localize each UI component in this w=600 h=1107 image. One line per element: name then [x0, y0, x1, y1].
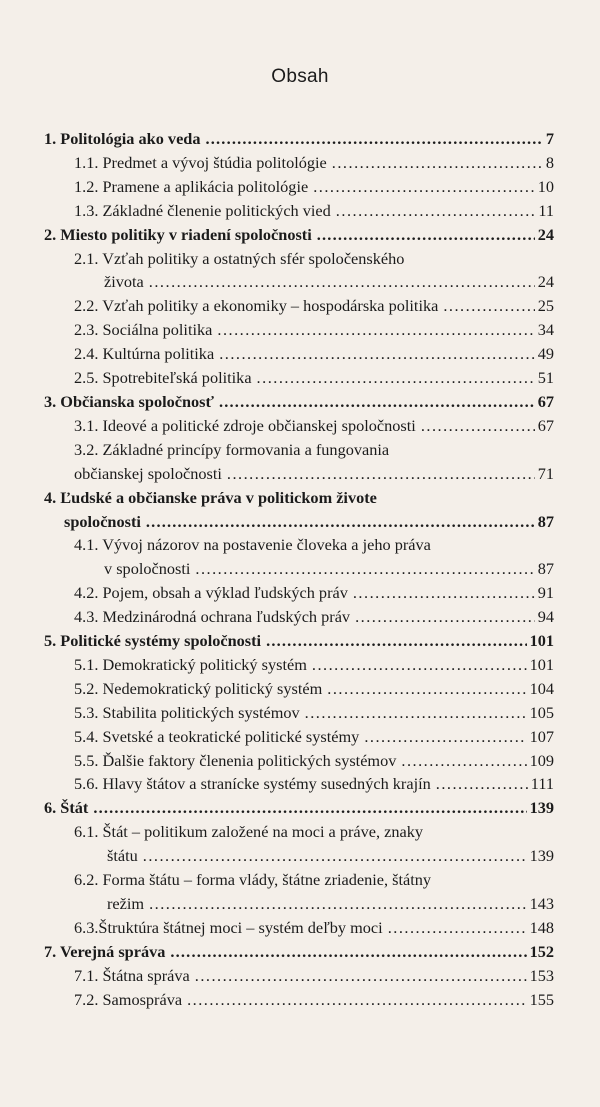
page-number: 34 — [537, 320, 554, 340]
toc-section-5-5[interactable] — [44, 749, 554, 773]
toc-section-5-6[interactable] — [44, 772, 554, 796]
dot-leader — [219, 390, 535, 414]
page-number: 67 — [537, 415, 554, 435]
chapter-title: 3. Občianska spoločnosť — [44, 391, 214, 411]
section-title: 2.4. Kultúrna politika — [74, 344, 215, 364]
page-number: 139 — [529, 798, 554, 818]
page-number: 104 — [529, 678, 554, 698]
toc-chapter-1[interactable] — [44, 127, 554, 151]
section-title: 2.3. Sociálna politika — [74, 320, 213, 340]
dot-leader — [227, 462, 535, 486]
dot-leader — [195, 557, 534, 581]
toc-section-5-3[interactable] — [44, 701, 554, 725]
dot-leader — [149, 892, 527, 916]
page-number: 10 — [537, 176, 554, 196]
toc-section-4-2[interactable] — [44, 581, 554, 605]
toc-chapter-5[interactable] — [44, 629, 554, 653]
dot-leader — [195, 964, 527, 988]
toc-section-7-2[interactable] — [44, 988, 554, 1012]
dot-leader — [355, 605, 535, 629]
chapter-title: 1. Politológia ako veda — [44, 129, 201, 148]
dot-leader — [312, 653, 527, 677]
dot-leader — [317, 223, 535, 247]
dot-leader — [206, 127, 543, 151]
chapter-title: 7. Verejná správa — [44, 941, 166, 961]
page-number: 148 — [529, 917, 554, 937]
chapter-title: 6. Štát — [44, 798, 89, 818]
section-title-continuation: života — [104, 272, 144, 292]
chapter-title: 5. Politické systémy spoločnosti — [44, 631, 262, 651]
dot-leader — [421, 414, 535, 438]
chapter-title-line: 4. Ľudské a občianske práva v politickom živote — [44, 487, 377, 507]
dot-leader — [93, 796, 526, 820]
dot-leader — [443, 294, 534, 318]
section-title: 2.2. Vzťah politiky a ekonomiky – hospodárska politika — [74, 296, 439, 316]
section-title: 5.4. Svetské a teokratické politické systémy — [74, 726, 360, 746]
dot-leader — [388, 916, 527, 940]
section-title: 5.1. Demokratický politický systém — [74, 654, 307, 674]
section-title-line: 6.2. Forma štátu – forma vlády, štátne zriadenie, štátny — [74, 870, 432, 890]
toc-section-5-1[interactable] — [44, 653, 554, 677]
section-title: 5.2. Nedemokratický politický systém — [74, 678, 323, 698]
toc-section-5-4[interactable] — [44, 725, 554, 749]
dot-leader — [219, 342, 535, 366]
section-title: 2.5. Spotrebiteľská politika — [74, 368, 252, 388]
dot-leader — [187, 988, 527, 1012]
page-number: 105 — [529, 702, 554, 722]
page-number: 24 — [537, 224, 554, 244]
dot-leader — [149, 270, 535, 294]
dot-leader — [217, 318, 534, 342]
toc-chapter-2[interactable] — [44, 223, 554, 247]
page-number: 51 — [537, 368, 554, 388]
toc-section-1-2[interactable] — [44, 175, 554, 199]
page-number: 71 — [537, 463, 554, 483]
dot-leader — [336, 199, 536, 223]
page-number: 155 — [529, 989, 554, 1009]
section-title: 1.1. Predmet a vývoj štúdia politológie — [74, 152, 327, 172]
section-title-continuation: občianskej spoločnosti — [74, 463, 222, 483]
page-number: 111 — [530, 774, 554, 794]
section-title: 1.2. Pramene a aplikácia politológie — [74, 176, 309, 196]
page-number: 152 — [529, 941, 554, 961]
toc-section-7-1[interactable] — [44, 964, 554, 988]
toc-section-2-5[interactable] — [44, 366, 554, 390]
section-title-line: 2.1. Vzťah politiky a ostatných sfér spoločenského — [74, 248, 405, 268]
toc-section-3-1[interactable] — [44, 414, 554, 438]
page-number: 7 — [545, 129, 554, 148]
page-number: 87 — [537, 511, 554, 531]
section-title: 7.2. Samospráva — [74, 989, 183, 1009]
page-number: 101 — [529, 654, 554, 674]
toc-chapter-7[interactable] — [44, 940, 554, 964]
toc-section-5-2[interactable] — [44, 677, 554, 701]
section-title-continuation: štátu — [107, 846, 138, 866]
section-title: 5.6. Hlavy štátov a stranícke systémy susedných krajín — [74, 774, 431, 794]
toc-section-6-1[interactable] — [44, 820, 554, 868]
page-number: 67 — [537, 391, 554, 411]
section-title: 4.3. Medzinárodná ochrana ľudských práv — [74, 607, 351, 627]
section-title: 5.5. Ďalšie faktory členenia politických systémov — [74, 750, 397, 770]
page-number: 94 — [537, 607, 554, 627]
page-number: 139 — [529, 846, 554, 866]
toc-section-1-3[interactable] — [44, 199, 554, 223]
dot-leader — [170, 940, 526, 964]
dot-leader — [305, 701, 527, 725]
toc-section-3-2[interactable] — [44, 438, 554, 486]
page-number: 109 — [529, 750, 554, 770]
toc-section-6-3[interactable] — [44, 916, 554, 940]
toc-section-1-1[interactable] — [44, 151, 554, 175]
chapter-title-continuation: spoločnosti — [64, 511, 141, 531]
toc-section-6-2[interactable] — [44, 868, 554, 916]
table-of-contents — [44, 127, 554, 1012]
dot-leader — [143, 844, 527, 868]
dot-leader — [353, 581, 535, 605]
toc-section-4-3[interactable] — [44, 605, 554, 629]
section-title: 1.3. Základné členenie politických vied — [74, 200, 331, 220]
page-number: 87 — [537, 559, 554, 579]
page-number: 143 — [529, 894, 554, 913]
section-title-continuation: režim — [107, 894, 145, 913]
dot-leader — [313, 175, 535, 199]
toc-section-2-2[interactable] — [44, 294, 554, 318]
dot-leader — [146, 510, 535, 534]
dot-leader — [436, 772, 528, 796]
page-number: 107 — [529, 726, 554, 746]
page-number: 11 — [538, 200, 554, 220]
toc-chapter-4[interactable] — [44, 486, 554, 534]
toc-chapter-3[interactable] — [44, 390, 554, 414]
toc-section-2-1[interactable] — [44, 247, 554, 295]
section-title: 7.1. Štátna správa — [74, 965, 190, 985]
toc-chapter-6[interactable] — [44, 796, 554, 820]
section-title: 5.3. Stabilita politických systémov — [74, 702, 300, 722]
page-number: 91 — [537, 583, 554, 603]
section-title: 6.3.Štruktúra štátnej moci – systém deľby moci — [74, 917, 383, 937]
page-number: 101 — [529, 631, 554, 651]
page-number: 24 — [537, 272, 554, 292]
toc-section-4-1[interactable] — [44, 533, 554, 581]
section-title-continuation: v spoločnosti — [104, 559, 191, 579]
page-number: 49 — [537, 344, 554, 364]
dot-leader — [266, 629, 527, 653]
page-number: 153 — [529, 965, 554, 985]
page-title: Obsah — [271, 66, 329, 87]
section-title-line: 6.1. Štát – politikum založené na moci a práve, znaky — [74, 822, 424, 842]
dot-leader — [332, 151, 543, 175]
page-number: 8 — [545, 152, 554, 172]
section-title-line: 4.1. Vývoj názorov na postavenie človeka a jeho práva — [74, 535, 431, 555]
section-title: 4.2. Pojem, obsah a výklad ľudských práv — [74, 583, 348, 603]
dot-leader — [257, 366, 535, 390]
page-number: 25 — [537, 296, 554, 316]
section-title: 3.1. Ideové a politické zdroje občianskej spoločnosti — [74, 415, 416, 435]
section-title-line: 3.2. Základné princípy formovania a fungovania — [74, 439, 390, 459]
chapter-title: 2. Miesto politiky v riadení spoločnosti — [44, 224, 312, 244]
dot-leader — [327, 677, 526, 701]
dot-leader — [364, 725, 526, 749]
toc-section-2-3[interactable] — [44, 318, 554, 342]
dot-leader — [401, 749, 526, 773]
toc-section-2-4[interactable] — [44, 342, 554, 366]
